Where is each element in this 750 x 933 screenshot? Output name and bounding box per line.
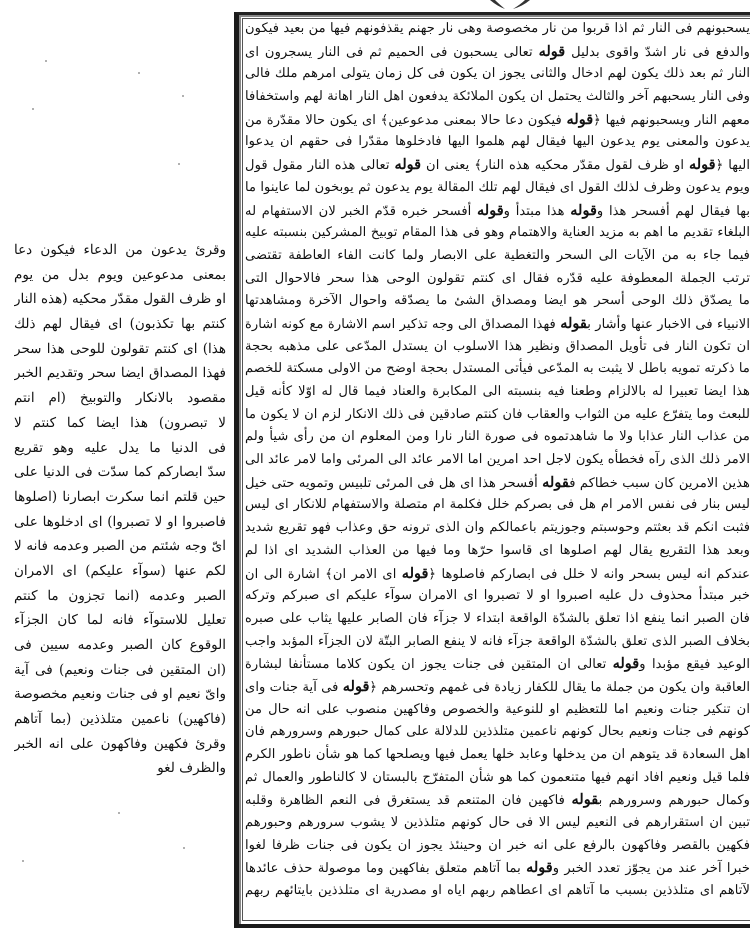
main-text-line: ما ذكرته تمويه باطل لا يثبت به المدّعى فيأتى المستدل بحجة اوضح من الاولى مسكتة للخصم: [245, 361, 750, 377]
margin-gloss-line: اىّ وجه شئتم من الصبر وعدمه فانه لا: [14, 538, 226, 555]
margin-gloss-line: كنتم بها تكذبون) اى فيقال لهم ذلك: [14, 316, 226, 333]
margin-gloss-line: فهذا المصداق ايضا سحر وتقديم الخبر: [14, 365, 226, 382]
main-text-line: يسحبونهم فى النار ثم اذا قربوا من نار مخصوصة وهى نار جهنم يقذفونهم فيها من بعيد فيكون: [245, 21, 750, 36]
margin-gloss-line: (ان المتقين فى جنات ونعيم) فى آية: [14, 661, 226, 678]
main-text-line: يدعون والمعنى يوم يدعون اليها فيقال لهم هلموا اليها فادخلوها مقدّرا فى حقهم ان يدعوا: [245, 134, 750, 150]
main-text-line: الانبياء فى الاخبار عنها وأشار بقوله فهذا المصداق الى وجه تذكير اسم الاشارة مع كونه اشارة: [245, 314, 750, 332]
main-text-line: فان الصبر انما ينفع اذا تعلق بالشدّة الواقعة ابتداء لا جزآء فان الصابر عليها يثاب على صبره: [245, 610, 750, 626]
scan-speck: [178, 163, 180, 165]
margin-gloss-line: تعليل للاستوآء فانه لما كان الجزآء: [14, 612, 226, 629]
margin-gloss-line: لكم عنها (سوآء عليكم) اى الامران: [14, 562, 226, 579]
main-text-line: فيما جاء به من الآيات الى السحر والتغطية على الابصار ولما كانت الفاء العاطفة تقتضى: [245, 247, 750, 263]
floral-ornament-icon: [455, 0, 565, 10]
margin-gloss-line: (فاكهين) ناعمين متلذذين (بما آتاهم: [14, 711, 226, 728]
main-text-line: فكهين بالقصر وفاكهون بالرفع على انه خبر ان وحينئذ يجوز ان يكون فى جنات ظرفا لغوا: [245, 837, 750, 853]
margin-gloss-line: بمعنى مدعوعين ويوم بدل من يوم: [14, 266, 226, 283]
main-text-line: ليس بنار فى نفس الامر ام هل فى بصركم خلل فكلمة ام متصلة والاستفهام للانكار اى ليس: [245, 497, 750, 513]
margin-gloss-line: فاصبروا او لا تصبروا) اى ادخلوها على: [14, 513, 226, 530]
main-text-line: ترتب الجملة المعطوفة عليه قدّره فقال اى كنتم تقولون الوحى هذا سحر فالاحوال التى: [245, 270, 750, 286]
main-text-line: النار ثم بعد ذلك يكون لهم ادخال والثانى يجوز ان يكون فى كل زمان يتولى امرهم ملك فالى: [245, 66, 750, 82]
scan-speck: [118, 812, 120, 814]
scan-speck: [22, 860, 24, 862]
main-text-line: لآتاهم اى متلذذين بسبب ما آتاهم اى اعطاهم ربهم اياه او مصدرية اى متلذذين بايتائهم ربهم: [245, 883, 750, 899]
margin-gloss-line: لا تبصرون) هذا ايضا كما كنتم لا: [14, 414, 226, 431]
margin-gloss-line: الوقوع كان الصبر وعدمه سيين فى: [14, 637, 226, 653]
main-text-line: عندكم انه ليس بسحر وانه لا خلل فى ابصاركم فاصلوها ﴿قوله اى الامر ان﴾ اشارة الى ان: [245, 564, 750, 582]
main-text-line: بخلاف الصبر الذى تعلق بالشدّة الواقعة جزآء فانه لا ينفع الصابر البتّة لان الجزآء المؤبد واجب: [245, 633, 750, 649]
main-text-line: كونهم فى جنات ونعيم بحال كونهم ناعمين متلذذين للدلالة على كمال حبورهم وسرورهم فان: [245, 724, 750, 740]
main-text-line: اليها ﴿قوله او ظرف لقول مقدّر محكيه هذه النار﴾ يعنى ان قوله تعالى هذه النار مقول قول: [245, 156, 750, 174]
margin-gloss-line: واىّ نعيم او فى جنات ونعيم مخصوصة: [14, 686, 226, 703]
main-text-line: البلغاء تقديم ما اهم به مزيد العناية والاهتمام وهو فى هذا المقام توبيخ المشركين بنسبته عليه: [245, 225, 750, 241]
scan-speck: [182, 95, 184, 97]
scan-speck: [45, 60, 47, 62]
scan-speck: [138, 72, 140, 74]
main-text-line: اهل السعادة قد يتوهم ان من يدخلها وعابد خلها يعمل فيها ويصلحها كما هو شأن ناطور الكرم: [245, 747, 750, 762]
main-text-line: للبعث وما يتفرّع عليه من الثواب والعقاب فان كنتم صادقين فى ذلك الانكار لزم ان لا يكون ما: [245, 406, 750, 422]
main-text-line: الامر ذلك الذى رآه فخطأه يكون لاجل احد امرين اما الامر عائد الى المرئى واما لامر عائد الى: [245, 452, 750, 468]
margin-gloss-line: وقرئ يدعون من الدعاء فيكون دعا: [14, 242, 226, 258]
margin-gloss: [14, 238, 226, 778]
margin-gloss-line: هذا) اى كنتم تقولون للوحى هذا سحر: [14, 340, 226, 357]
main-text-line: خبر مبتدأ محذوف دل عليه اصبروا او لا تصبروا اى الامران سوآء عليكم اى صبركم وتركه: [245, 588, 750, 604]
main-text-line: هذا ايضا تعبيرا له بالالزام وطعنا فيه بنسبته الى المكابرة والعناد فيما قال له اوّلا كأنه قيل: [245, 384, 750, 399]
margin-gloss-line: الصبر وعدمه (انما تجزون ما كنتم: [14, 587, 226, 604]
main-text-line: ما يصدّق ذلك الوحى أسحر هو ايضا ومصداق الشئ ما يصدّقه واحوال الآخرة ومشاهدتها: [245, 293, 750, 309]
margin-gloss-line: مقصود بالانكار والتوبيخ (ام انتم: [14, 390, 226, 407]
main-text-line: وفى النار يسحبهم آخر والثالث يحتمل ان يكون الملائكة يدفعون اهل النار اهانة لهم واستخفافا: [245, 89, 750, 105]
main-text-line: بها فيقال لهم أفسحر هذا وقوله هذا مبتدأ وقوله أفسحر خبره قدّم الخبر لان الاستفهام له: [245, 201, 750, 219]
main-text-line: خبرا آخر عند من يجوّز تعدد الخبر وقوله بما آتاهم متعلق بفاكهين وما موصولة حذف عائدها: [245, 859, 750, 877]
main-text-line: فلما قيل ونعيم افاد انهم فيها متنعمون كما هو شأن المتفرّج بالبستان لا كالناطور والعمال ثم: [245, 769, 750, 785]
main-text-line: هذين الامرين كان سبب خطاكم فقوله أفسحر هذا اى هل فى المرئى تلبيس وتمويه حتى خيل: [245, 473, 750, 491]
margin-gloss-line: او ظرف القول مقدّر محكيه (هذه النار: [14, 291, 226, 308]
margin-gloss-line: فى الدنيا ما يدل عليه وهو تقريع: [14, 439, 226, 456]
main-text-line: وكمال حبورهم وسرورهم بقوله فاكهين فان المتنعم قد يستغرق فى النعم الظاهرة وقلبه: [245, 791, 750, 809]
main-text-line: من عذاب النار عذابا ولا ما شاهدتموه فى صورة النار نارا ومن المعلوم ان من رأى شيأ ولم: [245, 429, 750, 445]
main-text-line: ويوم يدعون وظرف لذلك القول اى فيقال لهم تلك المقالة يوم يدعون ثم يوبخون لما عاينوا ما: [245, 179, 750, 195]
main-text-line: العاقبة وان يكون من جملة ما يقال للكفار زيادة فى غمهم وتحسرهم ﴿قوله فى آية جنات واى: [245, 677, 750, 695]
margin-gloss-line: حين قلتم انما سكرت ابصارنا (اصلوها: [14, 488, 226, 505]
main-text-line: الوعيد فيقع مؤبدا وقوله تعالى ان المتقين فى جنات يجوز ان يكون كلاما مستأنفا لبشارة: [245, 655, 750, 673]
main-text-line: فثبت انكم قد بعثتم وحوسبتم وجوزيتم باعمالكم وان الذى ترونه حق وعذاب فهو تقريع شديد: [245, 520, 750, 536]
main-text-line: والدفع فى نار اشدّ واقوى بدليل قوله تعالى يسحبون فى الحميم ثم فى النار يسجرون اى: [245, 42, 750, 60]
margin-gloss-line: وقرئ فكهين وفاكهون على انه الخبر: [14, 735, 226, 752]
main-text-line: ان تكون النار فى تأويل المصداق ونظير هذا الاسلوب ان يستدل المدّعى على مذهبه بحجة: [245, 338, 750, 354]
main-text-line: وبعد هذا التقريع يقال لهم اصلوها اى قاسوا حرّها وما فيها من العذاب الشديد اى اذا لم: [245, 542, 750, 558]
margin-gloss-line: والظرف لغو: [157, 760, 226, 777]
margin-gloss-line: سدّ ابصاركم كما سدّت فى الدنيا على: [14, 464, 226, 481]
main-text-block: [245, 18, 750, 924]
scan-speck: [183, 847, 185, 849]
main-text-line: ان تنكير جنات ونعيم اما للتعظيم او للنوعية والخصوص وفاكهين منصوب على انه حال من: [245, 701, 750, 717]
main-text-line: تبين ان استقرارهم فى النعيم ليس الا فى حال كونهم متلذذين لا يشوب سرورهم وحبورهم: [245, 815, 750, 831]
main-text-line: معهم النار ويسحبونهم فيها ﴿قوله فيكون دعا حالا بمعنى مدعوعين﴾ اى يكون حالا مقدّرة من: [245, 110, 750, 128]
scan-speck: [32, 108, 34, 110]
